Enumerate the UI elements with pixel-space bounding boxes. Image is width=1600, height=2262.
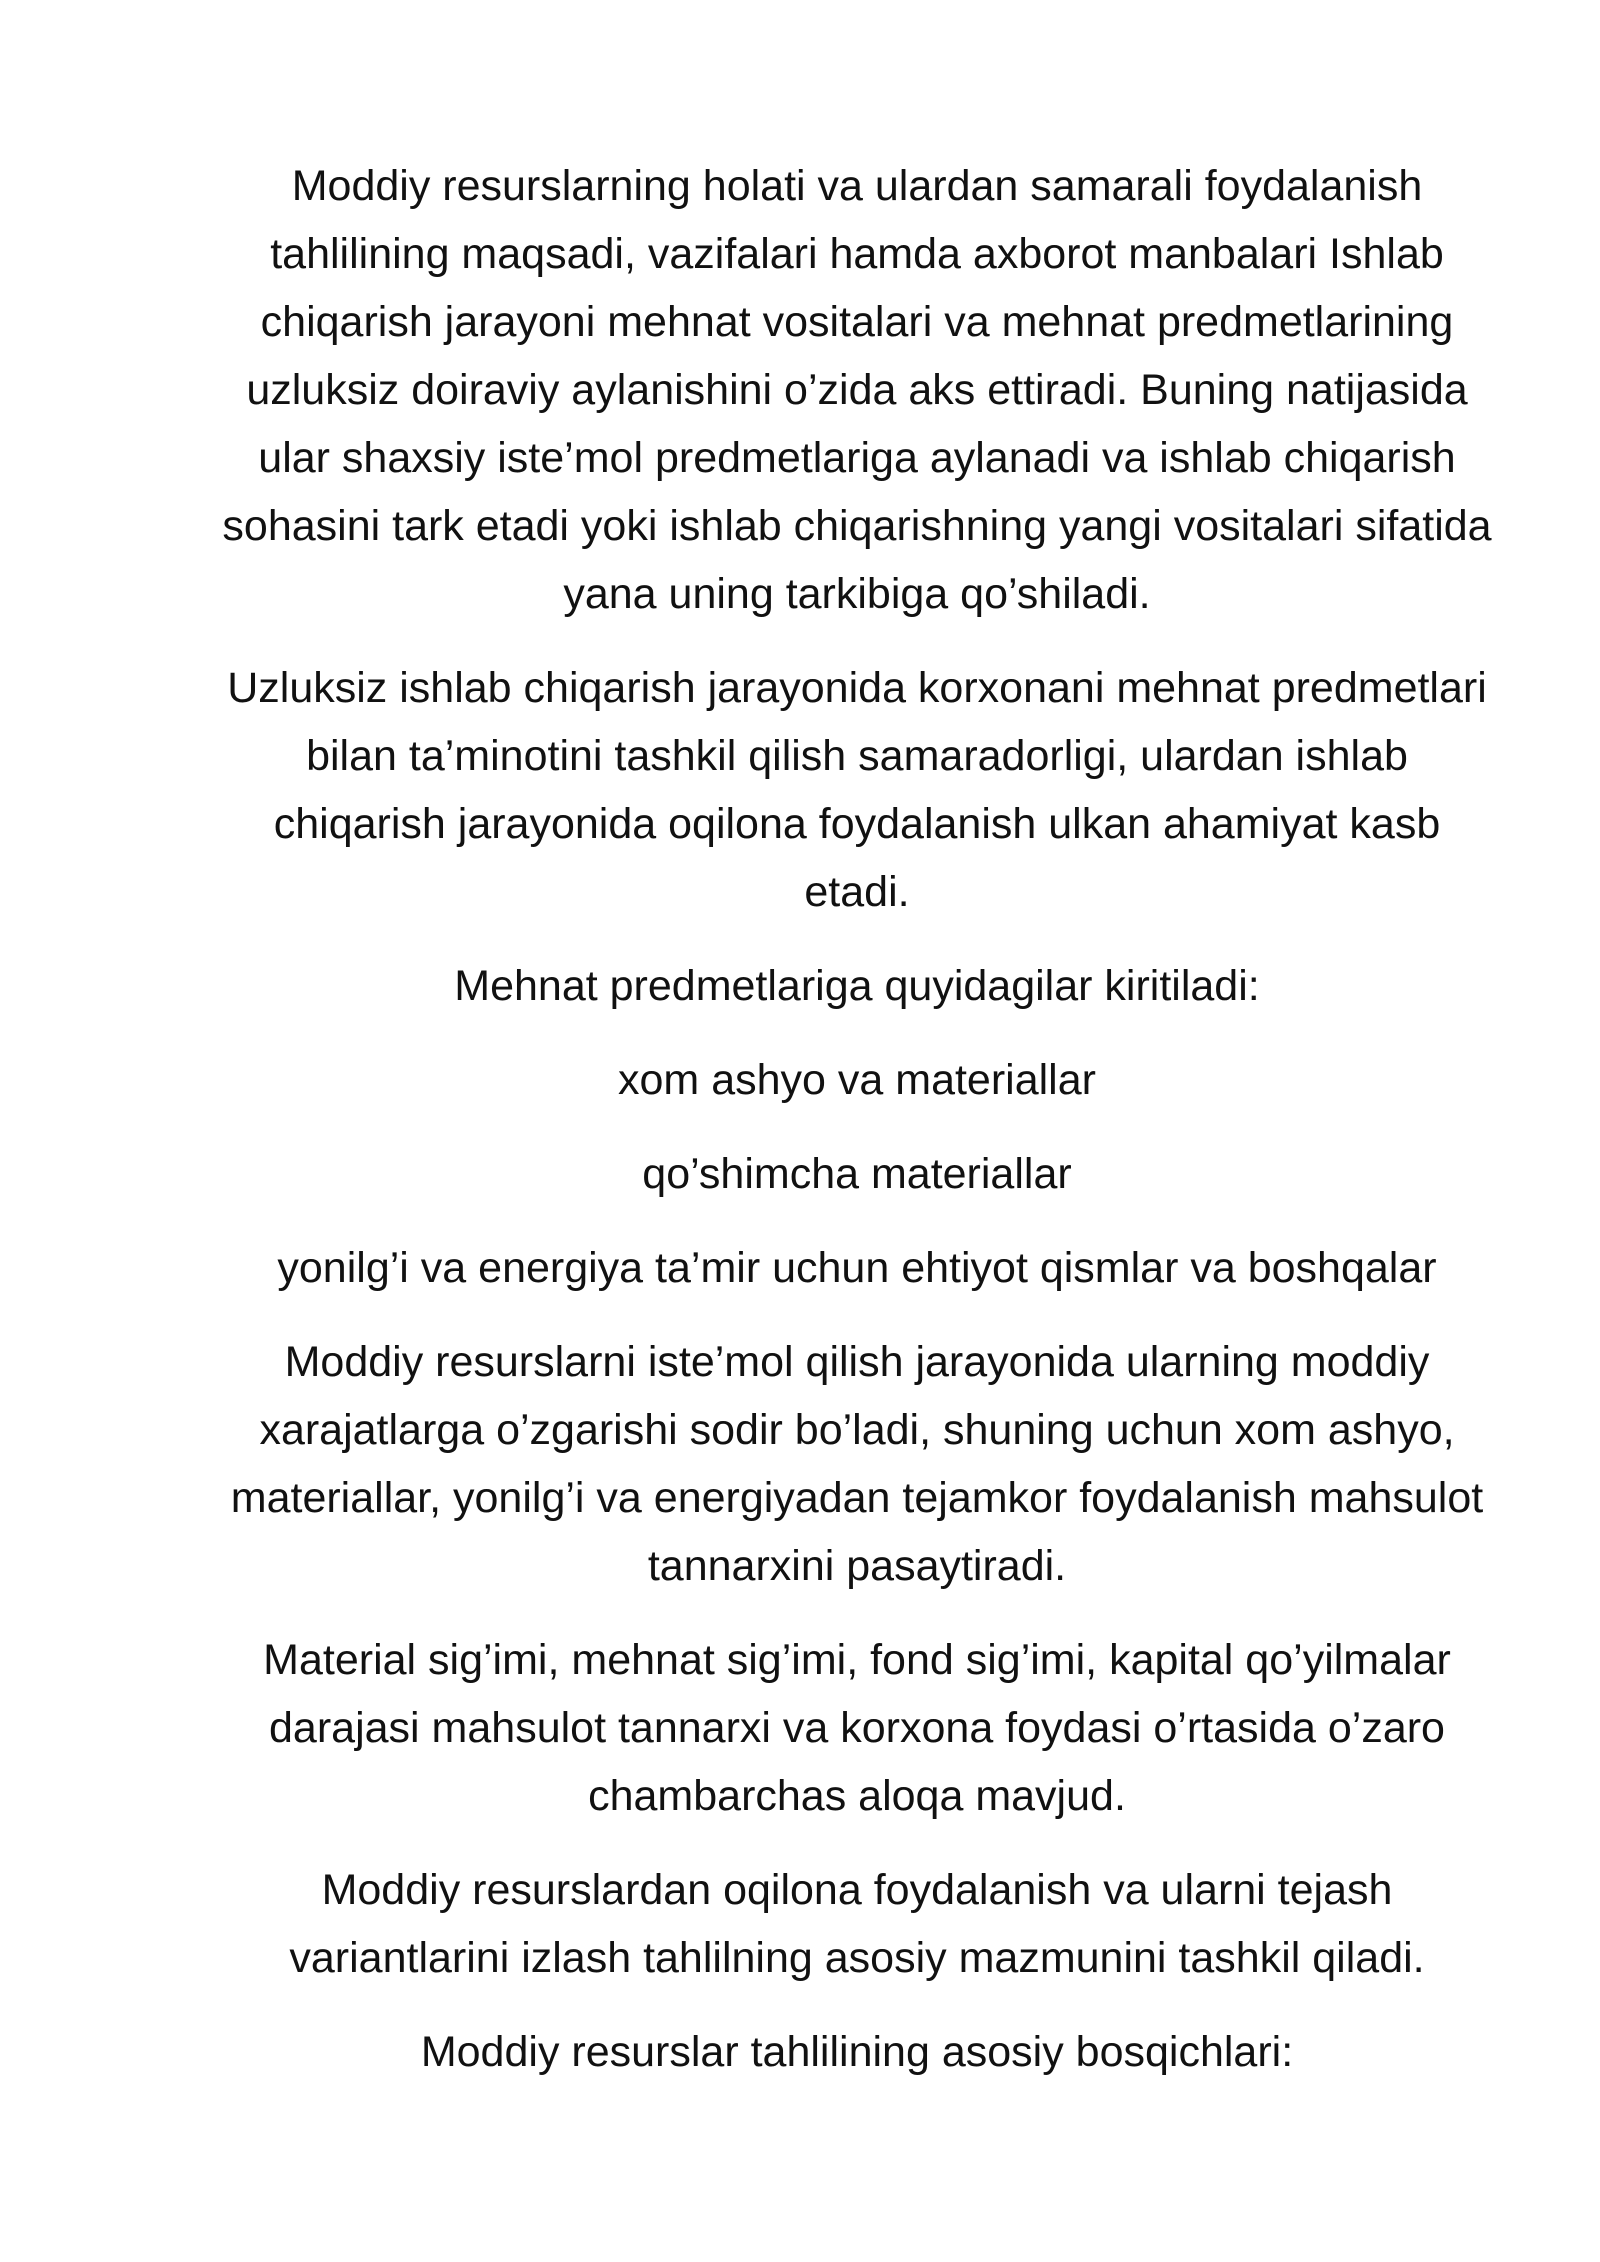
paragraph-list-heading: Mehnat predmetlariga quyidagilar kiritiladi:: [454, 962, 1260, 1010]
paragraph-intro: Moddiy resurslarning holati va ulardan samarali foydalanish tahlilining maqsadi, vazifalari hamda axborot manbalari Ishlab chiqarish jarayoni mehnat vositalari va mehnat predmetlarining uzluksiz doiraviy aylanishini o’zida aks ettiradi. Buning natijasida ular shaxsiy iste’mol predmetlariga aylanadi va ishlab chiqarish sohasini tark etadi yoki ishlab chiqarishning yangi vositalari sifatida yana uning tarkibiga qo’shiladi.: [222, 162, 1492, 618]
list-item-fuel-energy: yonilg’i va energiya ta’mir uchun ehtiyot qismlar va boshqalar: [277, 1244, 1437, 1292]
paragraph-material-intensity: Material sig’imi, mehnat sig’imi, fond sig’imi, kapital qo’yilmalar darajasi mahsulot tannarxi va korxona foydasi o’rtasida o’zaro chambarchas aloqa mavjud.: [263, 1636, 1451, 1820]
paragraph-rational-use: Moddiy resurslardan oqilona foydalanish va ularni tejash variantlarini izlash tahlilning asosiy mazmunini tashkil qiladi.: [289, 1866, 1425, 1982]
paragraph-analysis-stages: Moddiy resurslar tahlilining asosiy bosqichlari:: [420, 2028, 1294, 2076]
list-item-auxiliary-materials: qo’shimcha materiallar: [642, 1150, 1072, 1198]
paragraph-material-consumption: Moddiy resurslarni iste’mol qilish jarayonida ularning moddiy xarajatlarga o’zgarishi sodir bo’ladi, shuning uchun xom ashyo, materiallar, yonilg’i va energiyadan tejamkor foydalanish mahsulot tannarxini pasaytiradi.: [230, 1338, 1484, 1590]
document-body: [222, 152, 1492, 2112]
paragraph-continuous-production: Uzluksiz ishlab chiqarish jarayonida korxonani mehnat predmetlari bilan ta’minotini tashkil qilish samaradorligi, ulardan ishlab chiqarish jarayonida oqilona foydalanish ulkan ahamiyat kasb etadi.: [227, 664, 1487, 916]
list-item-raw-materials: xom ashyo va materiallar: [618, 1056, 1096, 1104]
